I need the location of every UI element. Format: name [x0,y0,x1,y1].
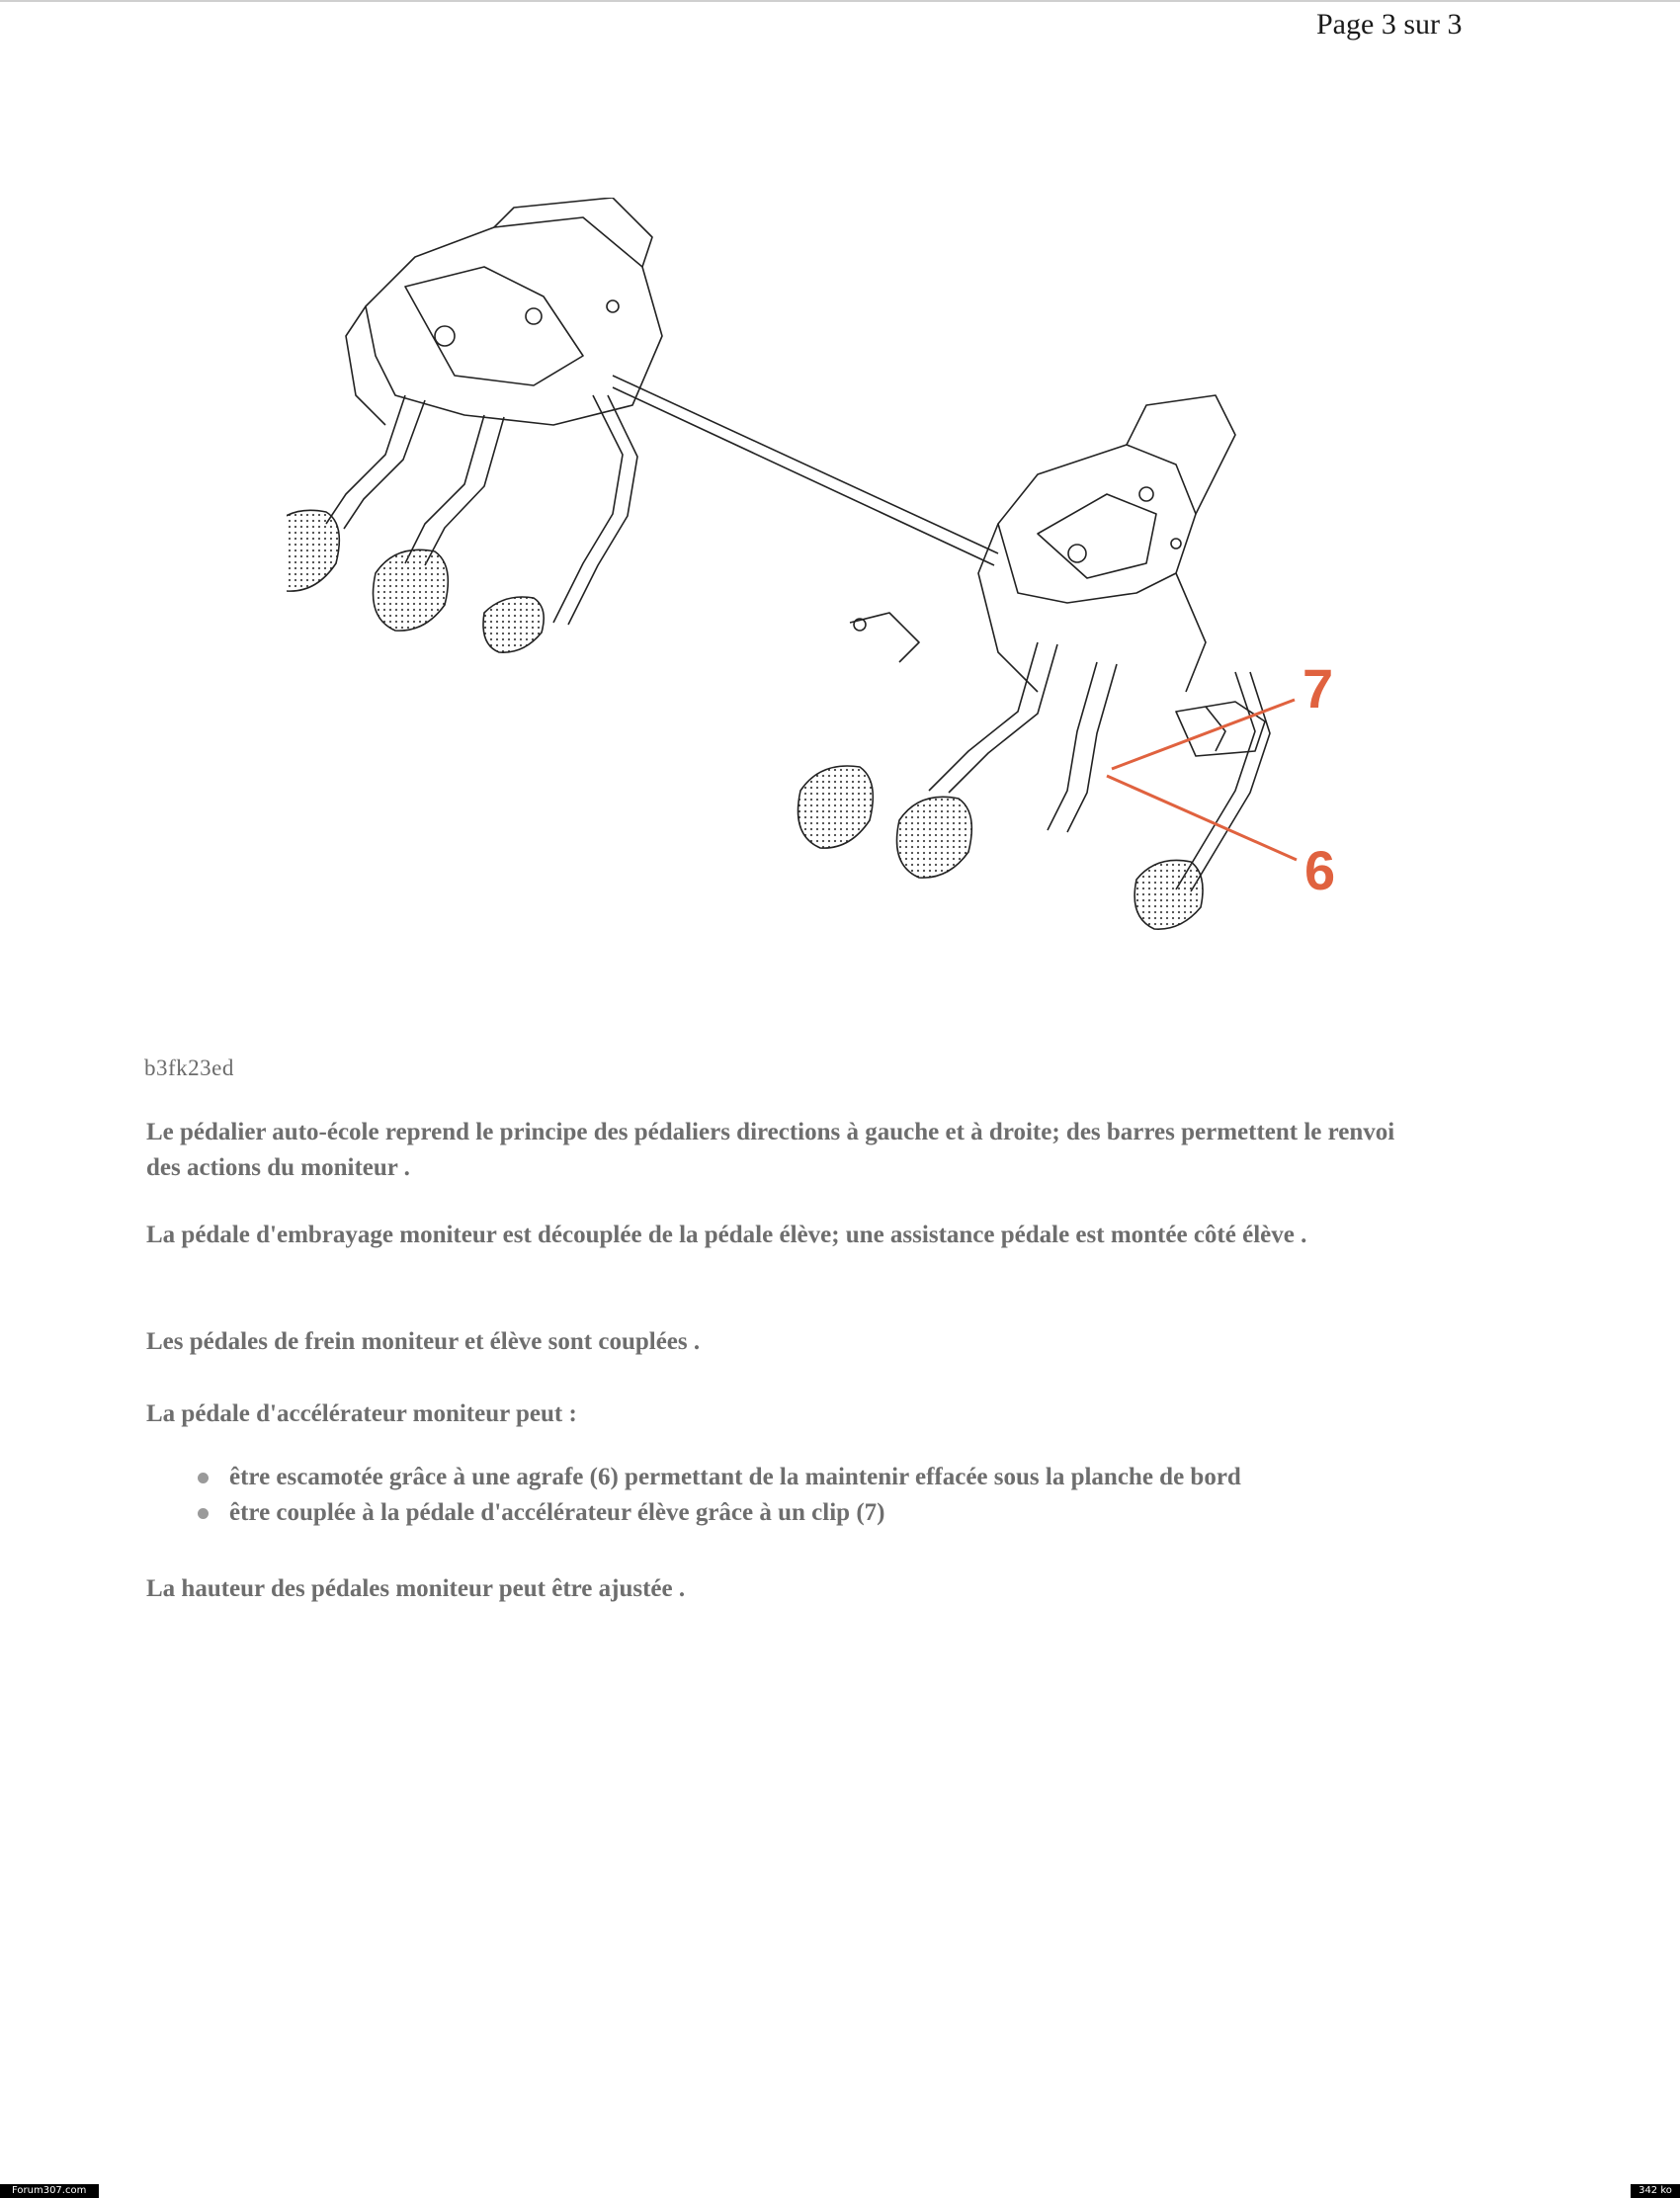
right-clutch-arm [929,642,1038,791]
page-number: Page 3 sur 3 [1316,8,1463,41]
bullet-icon [198,1508,209,1519]
callout-7-leader [1112,700,1295,769]
figure-code: b3fk23ed [144,1056,234,1080]
paragraph-2: La pédale d'embrayage moniteur est découplée de la pédale élève; une assistance pédale est montée côté élève . [146,1222,1307,1248]
right-bracket [998,445,1196,603]
pedal-assembly-diagram [287,198,1423,988]
list-item [198,1460,1463,1495]
paragraph-4: La pédale d'accélérateur moniteur peut : [146,1400,577,1427]
paragraph-1: Le pédalier auto-école reprend le principe des pédaliers directions à gauche et à droite; des barres permettent le renvoi des actions du moniteur . [146,1119,1395,1181]
left-clutch-arm [326,395,405,524]
cross-bar [613,376,998,553]
callout-7-label: 7 [1302,657,1334,719]
bullet-text: être couplée à la pédale d'accélérateur élève grâce à un clip (7) [229,1499,885,1526]
left-accel-arm [553,395,623,623]
bullet-list [198,1460,1463,1531]
footer-source-badge: Forum307.com [0,2184,99,2198]
left-pedal-pads [287,510,544,652]
list-item [198,1495,1463,1531]
left-brake-arm [405,415,484,563]
bullet-text: être escamotée grâce à une agrafe (6) permettant de la maintenir effacée sous la planche de bord [229,1464,1241,1490]
left-bracket [366,217,662,425]
right-brake-arm [1048,662,1097,830]
callout-6-label: 6 [1304,839,1336,901]
closing-paragraph: La hauteur des pédales moniteur peut être ajustée . [146,1575,686,1602]
footer-size-badge: 342 ko [1631,2184,1680,2198]
page-top-edge [0,0,1680,2]
paragraph-3: Les pédales de frein moniteur et élève sont couplées . [146,1328,701,1355]
bullet-icon [198,1473,209,1483]
